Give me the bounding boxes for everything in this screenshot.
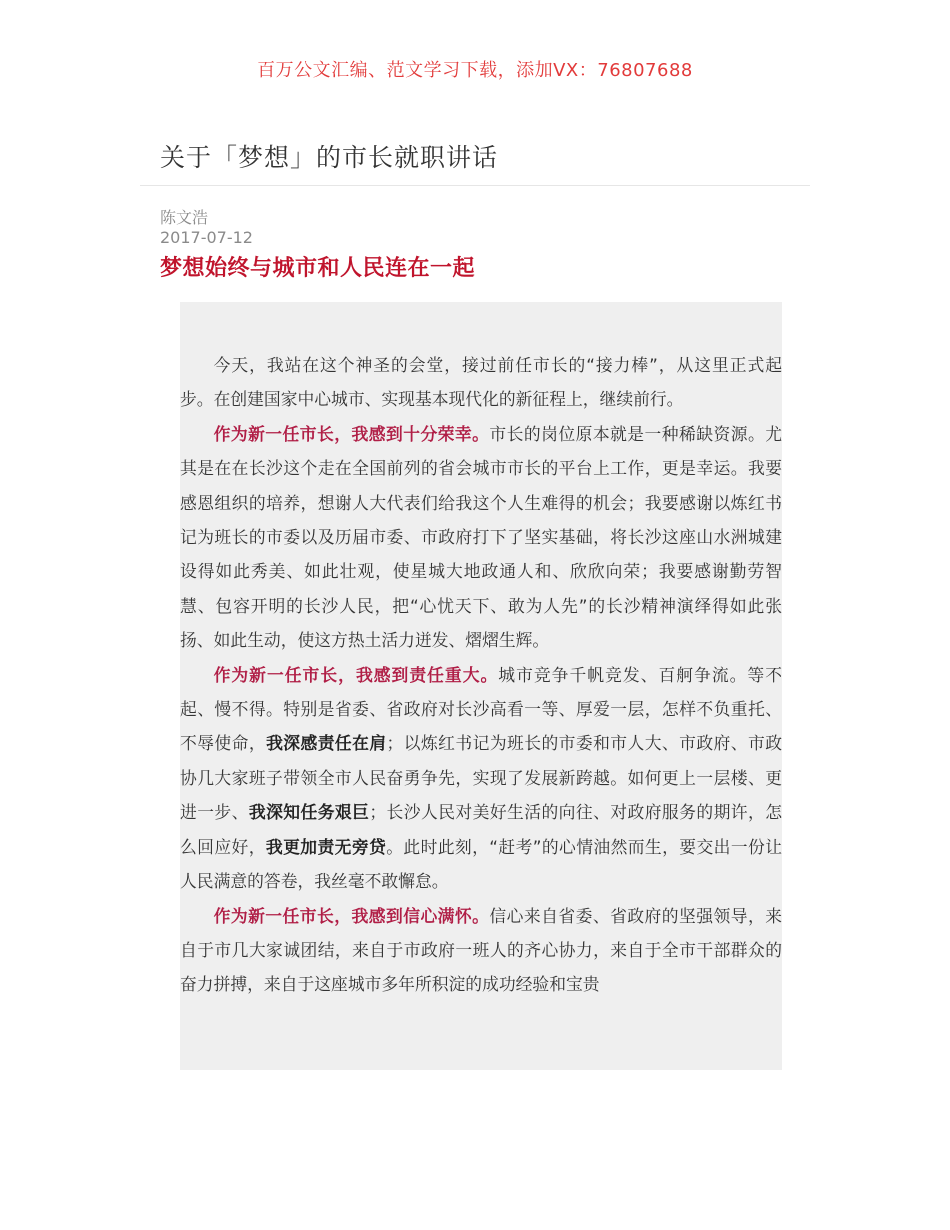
paragraph-3 — [180, 658, 782, 899]
paragraph-2 — [180, 417, 782, 658]
title-divider — [140, 185, 810, 186]
paragraph-3-lead: 作为新一任市长，我感到责任重大。 — [213, 664, 499, 685]
paragraph-3-text-1: 城市竞争千帆竞发、百舸争流。等不起、慢不得。特别是省委、省政府对长沙高看一等、厚爱一层，怎样不负重托、不辱使命， — [180, 664, 782, 754]
paragraph-2-lead: 作为新一任市长，我感到十分荣幸。 — [213, 423, 490, 444]
paragraph-3-text-4: 。此时此刻，“赶考”的心情油然而生，要交出一份让人民满意的答卷，我丝毫不敢懈怠。 — [180, 836, 782, 892]
paragraph-3-emphasis-3: 我更加责无旁贷 — [265, 836, 387, 857]
paragraph-4-lead: 作为新一任市长，我感到信心满怀。 — [213, 905, 490, 926]
paragraph-4 — [180, 899, 782, 1002]
paragraph-3-emphasis-2: 我深知任务艰巨 — [248, 802, 370, 823]
paragraph-3-emphasis-1: 我深感责任在肩 — [266, 733, 387, 754]
article-date: 2017-07-12 — [160, 228, 253, 247]
paragraph-1 — [180, 348, 782, 417]
promo-banner: 百万公文汇编、范文学习下载，添加VX：76807688 — [257, 60, 693, 81]
paragraph-2-text: 市长的岗位原本就是一种稀缺资源。尤其是在在长沙这个走在全国前列的省会城市市长的平台上工作，更是幸运。我要感恩组织的培养，想谢人大代表们给我这个人生难得的机会；我要感谢以炼红书记为班长的市委以及历届市委、市政府打下了坚实基础，将长沙这座山水洲城建设得如此秀美、如此壮观，使星城大地政通人和、欣欣向荣；我要感谢勤劳智慧、包容开明的长沙人民，把“心忧天下、敢为人先”的长沙精神演绎得如此张扬、如此生动，使这方热土活力迸发、熠熠生辉。 — [180, 423, 782, 651]
paragraph-3-text-2: ；以炼红书记为班长的市委和市人大、市政府、市政协几大家班子带领全市人民奋勇争先，实现了发展新跨越。如何更上一层楼、更进一步、 — [180, 733, 782, 823]
article-headline: 梦想始终与城市和人民连在一起 — [160, 256, 476, 281]
article-body — [180, 302, 782, 1070]
paragraph-1-text: 今天，我站在这个神圣的会堂，接过前任市长的“接力棒”，从这里正式起步。在创建国家中心城市、实现基本现代化的新征程上，继续前行。 — [180, 355, 782, 410]
article-author: 陈文浩 — [160, 208, 209, 227]
paragraph-4-text: 信心来自省委、省政府的坚强领导，来自于市几大家诚团结，来自于市政府一班人的齐心协力，来自于全市干部群众的奋力拼搏，来自于这座城市多年所积淀的成功经验和宝贵 — [180, 905, 782, 995]
paragraph-3-text-3: ；长沙人民对美好生活的向往、对政府服务的期许，怎么回应好， — [180, 802, 782, 857]
article-title: 关于「梦想」的市长就职讲话 — [160, 143, 499, 172]
